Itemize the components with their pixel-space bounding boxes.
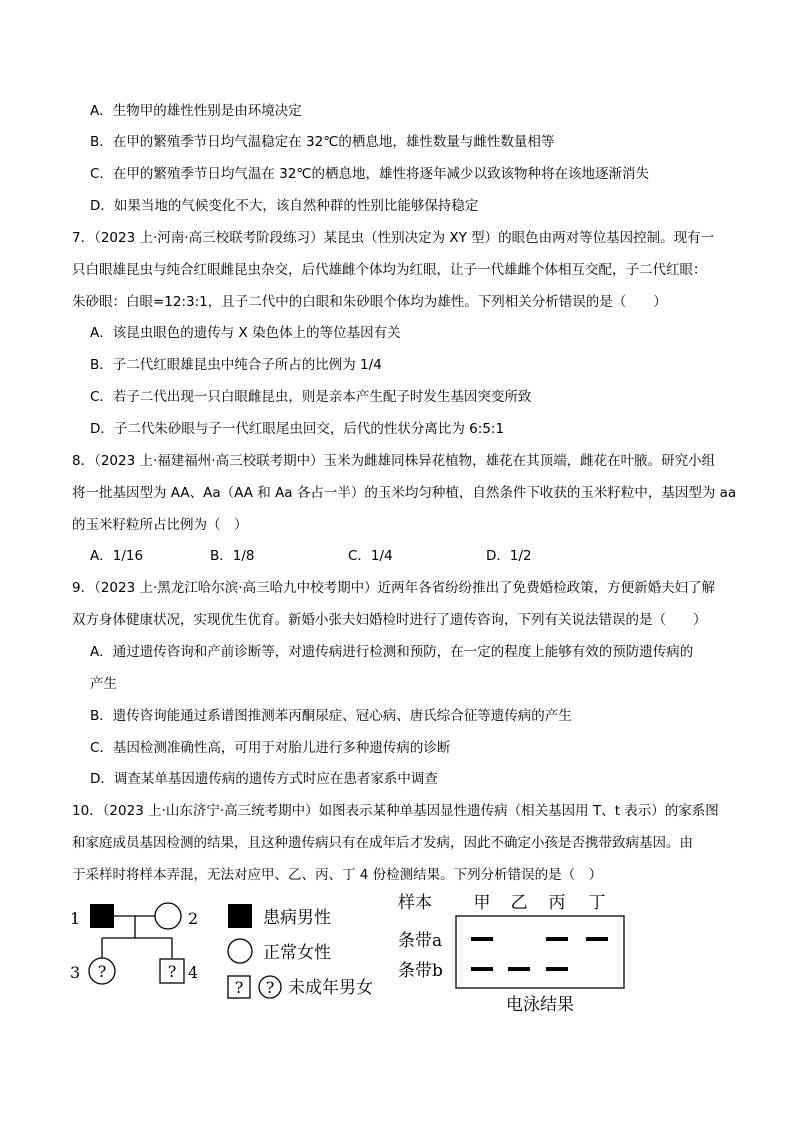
band-b-丙 bbox=[546, 967, 568, 971]
q7-option-b: B．子二代红眼雄昆虫中纯合子所占的比例为 1/4 bbox=[90, 357, 382, 373]
q9-option-b: B．遗传咨询能通过系谱图推测苯丙酮尿症、冠心病、唐氏综合征等遗传病的产生 bbox=[90, 708, 572, 724]
q7-option-c: C．若子二代出现一只白眼雌昆虫，则是亲本产生配子时发生基因突变所致 bbox=[90, 389, 532, 405]
q7-stem-line-1: 7．（2023 上·河南·高三校联考阶段练习）某昆虫（性别决定为 XY 型）的眼色由两对等位基因控制。现有一 bbox=[72, 230, 715, 246]
q6-option-a: A．生物甲的雄性性别是由环境决定 bbox=[90, 103, 302, 119]
legend-minor-male-mark: ? bbox=[234, 978, 244, 997]
q9-option-a-cont: 产生 bbox=[90, 676, 117, 692]
q9-option-d: D．调查某单基因遗传病的遗传方式时应在患者家系中调查 bbox=[90, 771, 438, 787]
sample-label-bing: 丙 bbox=[548, 893, 566, 913]
pedigree-label-1: 1 bbox=[70, 909, 81, 928]
gel-box bbox=[456, 916, 624, 988]
q9-option-a: A．通过遗传咨询和产前诊断等，对遗传病进行检测和预防，在一定的程度上能够有效的预防遗传病的 bbox=[90, 644, 694, 660]
sample-label-yi: 乙 bbox=[510, 893, 528, 913]
band-b-label: 条带b bbox=[398, 961, 443, 981]
gel-caption: 电泳结果 bbox=[506, 995, 574, 1015]
sample-label-ding: 丁 bbox=[588, 893, 606, 913]
q6-option-c: C．在甲的繁殖季节日均气温在 32℃的栖息地，雄性将逐年减少以致该物种将在该地逐渐消失 bbox=[90, 166, 650, 182]
q6-option-d: D．如果当地的气候变化不大，该自然种群的性别比能够保持稳定 bbox=[90, 198, 479, 214]
q8-option-a: A．1/16 bbox=[90, 548, 144, 564]
q9-stem-line-1: 9．（2023 上·黑龙江哈尔滨·高三哈九中校考期中）近两年各省纷纷推出了免费婚检政策，方便新婚夫妇了解 bbox=[72, 580, 716, 596]
q9-option-c: C．基因检测准确性高，可用于对胎儿进行多种遗传病的诊断 bbox=[90, 740, 451, 756]
legend-minor-label: 未成年男女 bbox=[288, 978, 373, 998]
normal-female-symbol bbox=[155, 903, 181, 929]
legend-normal-female-label: 正常女性 bbox=[263, 943, 331, 963]
band-a-丁 bbox=[586, 937, 608, 941]
q8-option-d: D．1/2 bbox=[486, 548, 532, 564]
band-a-甲 bbox=[471, 937, 493, 941]
q10-stem-line-1: 10．（2023 上·山东济宁·高三统考期中）如图表示某种单基因显性遗传病（相关基因用 T、t 表示）的家系图 bbox=[72, 803, 719, 819]
legend-minor-female-mark: ? bbox=[265, 978, 275, 997]
unknown-mark-3: ? bbox=[97, 962, 107, 981]
legend-affected-male-icon bbox=[228, 904, 252, 928]
q8-stem-line-2: 将一批基因型为 AA、Aa（AA 和 Aa 各占一半）的玉米均匀种植，自然条件下收获的玉米籽粒中，基因型为 aa bbox=[72, 485, 737, 501]
pedigree-label-3: 3 bbox=[70, 963, 81, 982]
q7-option-d: D．子二代朱砂眼与子一代红眼尾虫回交，后代的性状分离比为 6:5:1 bbox=[90, 421, 505, 437]
q8-options bbox=[90, 546, 650, 566]
sample-header-label: 样本 bbox=[398, 893, 432, 913]
q10-stem-line-3: 于采样时将样本弄混，无法对应甲、乙、丙、丁 4 份检测结果。下列分析错误的是（ ） bbox=[72, 867, 603, 883]
pedigree-label-4: 4 bbox=[188, 963, 199, 982]
legend-normal-female-icon bbox=[228, 939, 252, 963]
q7-stem-line-3: 朱砂眼：白眼=12:3:1，且子二代中的白眼和朱砂眼个体均为雄性。下列相关分析错误的是（ ） bbox=[72, 294, 667, 310]
electrophoresis-diagram bbox=[398, 893, 624, 1015]
q8-option-b: B．1/8 bbox=[210, 548, 255, 564]
band-b-甲 bbox=[471, 967, 493, 971]
affected-male-symbol bbox=[90, 904, 114, 928]
q8-stem-line-3: 的玉米籽粒所占比例为（ ） bbox=[72, 517, 248, 533]
q10-stem-line-2: 和家庭成员基因检测的结果，且这种遗传病只有在成年后才发病，因此不确定小孩是否携带致病基因。由 bbox=[72, 835, 693, 851]
q7-stem-line-2: 只白眼雄昆虫与纯合红眼雌昆虫杂交，后代雄雌个体均为红眼，让子一代雄雌个体相互交配，子二代红眼： bbox=[72, 262, 707, 278]
q8-option-c: C．1/4 bbox=[348, 548, 393, 564]
band-a-丙 bbox=[546, 937, 568, 941]
q8-stem-line-1: 8．（2023 上·福建福州·高三校联考期中）玉米为雌雄同株异花植物，雄花在其顶端，雌花在叶腋。研究小组 bbox=[72, 453, 716, 469]
unknown-mark-4: ? bbox=[167, 962, 177, 981]
pedigree-chart bbox=[70, 903, 198, 984]
pedigree-legend bbox=[228, 904, 373, 998]
sample-label-jia: 甲 bbox=[473, 893, 491, 913]
q10-figure bbox=[60, 880, 640, 1020]
band-a-label: 条带a bbox=[398, 931, 443, 951]
q6-option-b: B．在甲的繁殖季节日均气温稳定在 32℃的栖息地，雄性数量与雌性数量相等 bbox=[90, 134, 555, 150]
legend-affected-male-label: 患病男性 bbox=[263, 908, 331, 928]
band-b-乙 bbox=[508, 967, 530, 971]
q9-stem-line-2: 双方身体健康状况，实现优生优育。新婚小张夫妇婚检时进行了遗传咨询，下列有关说法错误的是（ ） bbox=[72, 612, 707, 628]
pedigree-label-2: 2 bbox=[188, 909, 199, 928]
q7-option-a: A．该昆虫眼色的遗传与 X 染色体上的等位基因有关 bbox=[90, 325, 401, 341]
